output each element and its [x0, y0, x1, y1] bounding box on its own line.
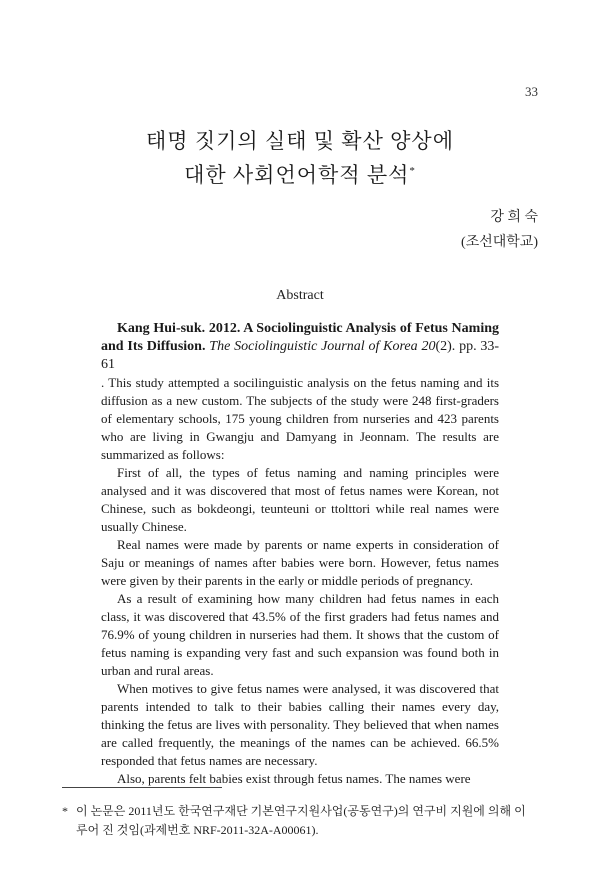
citation-issue: (2).: [435, 339, 456, 354]
footnote-mark: *: [62, 804, 68, 818]
title-line-1: 태명 짓기의 실태 및 확산 양상에: [146, 129, 454, 153]
citation-volume: 20: [421, 339, 436, 354]
title-line-2-text: 대한 사회언어학적 분석: [184, 163, 410, 187]
citation-pages: pp. 33-61: [101, 339, 500, 372]
footnote: [62, 802, 540, 840]
footnote-divider: [62, 787, 222, 788]
abstract-paragraph-6: Also, parents felt babies exist through fetus names. The names were: [117, 771, 471, 786]
paper-title: [0, 126, 600, 190]
footnote-line-1: 이 논문은 2011년도 한국연구재단 기본연구지원사업(공동연구)의 연구비 지원에 의해 이: [76, 804, 526, 818]
title-line-2: [0, 156, 600, 190]
citation-authors-title: Kang Hui-suk. 2012. A Sociolinguistic Analysis of Fetus Naming and Its Diffusion.: [101, 321, 499, 354]
abstract-paragraph-1: . This study attempted a socilinguistic analysis on the fetus naming and its diffusion as a new custom. The subjects of the study were 248 first-graders of elementary schools, 175 young children from nurseries and 423 parents who are living in Gwangju and Damyang in Jeonnam. The results are summarized as follows:: [101, 375, 499, 462]
author-block: [461, 205, 538, 255]
title-footnote-marker: *: [409, 165, 416, 177]
footnote-line-2: 루어 진 것임(과제번호 NRF-2011-32A-A00061).: [76, 823, 319, 837]
page-number: 33: [525, 84, 538, 99]
abstract-paragraph-3: Real names were made by parents or name experts in consideration of Saju or meanings of names after babies were born. However, fetus names were given by their parents in the early or middle periods of pregnancy.: [101, 537, 499, 588]
abstract-heading: Abstract: [276, 288, 324, 303]
abstract-paragraph-5: When motives to give fetus names were analysed, it was discovered that parents intended to talk to their babies calling their names every day, thinking the fetus are lives with personality. They believed that when names are called frequently, the meanings of the names can be achieved. 66.5% responded that fetus names are necessary.: [101, 681, 499, 768]
abstract-body: [101, 320, 499, 788]
abstract-paragraph-2: First of all, the types of fetus naming and naming principles were analysed and it was discovered that most of fetus names were Korean, not Chinese, such as bokdeongi, teunteuni or ttolttori while real names were usually Chinese.: [101, 465, 499, 534]
citation-journal: The Sociolinguistic Journal of Korea: [209, 339, 418, 354]
abstract-paragraph-4: As a result of examining how many children had fetus names in each class, it was discovered that 43.5% of the first graders had fetus names and 76.9% of young children in nurseries had them. It shows that the custom of fetus naming is expanding very fast and such expansion was found both in urban and rural areas.: [101, 591, 499, 678]
author-name: 강 희 숙: [490, 210, 538, 225]
author-affiliation: (조선대학교): [461, 235, 538, 250]
citation: [101, 320, 499, 374]
